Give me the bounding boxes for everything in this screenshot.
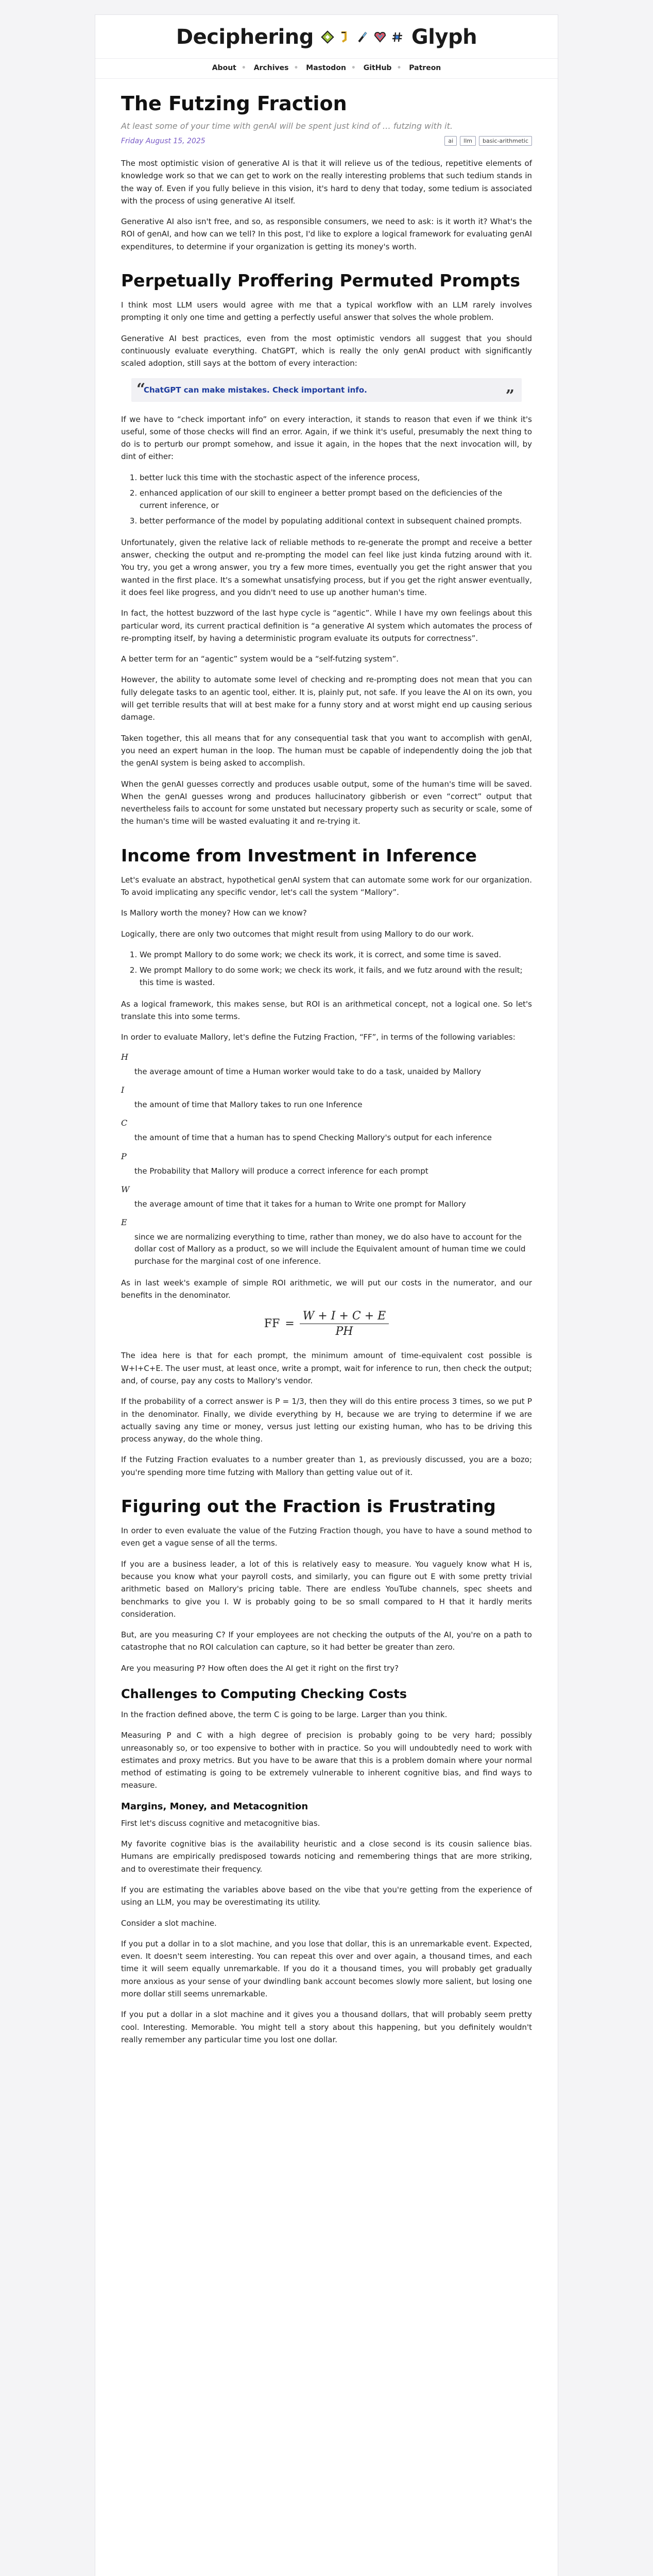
site-title[interactable] [176, 25, 477, 49]
hook-glyph-icon [338, 30, 352, 44]
nav-patreon[interactable]: Patreon [409, 64, 441, 72]
nav-separator: • [351, 64, 356, 72]
glyph-icons [321, 30, 404, 44]
body-paragraph: If the Futzing Fraction evaluates to a number greater than 1, as previously discussed, you are a bozo; you're spending more time futzing with Mallory than getting value out of it. [121, 1455, 532, 1477]
body-paragraph: First let's discuss cognitive and metacognitive bias. [121, 1818, 320, 1828]
post-meta [121, 136, 532, 146]
list-item: 1. better luck this time with the stochastic aspect of the inference process, [140, 471, 532, 484]
tag-ai[interactable]: ai [444, 136, 457, 146]
body-paragraph: When the genAI guesses correctly and produces usable output, some of the human's time will be saved. When the genAI guesses wrong and produces hallucinatory gibberish or even “correct” output that nevertheless fails to account for some unstated but necessary property such as security or scale, some of the human's time will be wasted evaluating it and re-trying it. [121, 779, 532, 826]
body-paragraph: Let's evaluate an abstract, hypothetical genAI system that can automate some work for our organization. To avoid implicating any specific vendor, let's call the system “Mallory”. [121, 875, 532, 897]
tag-basic-arithmetic[interactable]: basic-arithmetic [479, 136, 532, 146]
article [95, 79, 558, 2075]
variable-definitions [121, 1052, 532, 1267]
variable-symbol: E [121, 1217, 127, 1228]
site-header [95, 15, 558, 79]
nav-separator: • [397, 64, 402, 72]
formula-numerator: W + I + C + E [300, 1310, 389, 1324]
variable-symbol: I [121, 1085, 125, 1095]
body-paragraph: If we have to “check important info” on every interaction, it stands to reason that even if we think it's useful, some of those checks will find an error. Again, if we think it's useful, presumably the next thing to do is to perturb our prompt somehow, and issue it again, in the hopes that the next invocation will, by dint of either: [121, 414, 532, 462]
open-quote-icon: “ [136, 380, 146, 398]
heart-glyph-icon [373, 30, 387, 44]
quote-text: ChatGPT can make mistakes. Check important info. [144, 385, 367, 395]
variable-description: the Probability that Mallory will produce a correct inference for each prompt [134, 1166, 428, 1176]
futzing-fraction-formula [121, 1310, 532, 1338]
section-heading: Figuring out the Fraction is Frustrating [121, 1496, 496, 1517]
body-paragraph: The idea here is that for each prompt, the minimum amount of time-equivalent cost possible is W+I+C+E. The user must, at least once, write a prompt, wait for inference to run, then check the output; and, of course, pay any costs to Mallory's vendor. [121, 1351, 532, 1385]
variable-symbol: W [121, 1184, 130, 1194]
nav-separator: • [294, 64, 299, 72]
post-tags [444, 136, 532, 146]
post-title[interactable]: The Futzing Fraction [121, 92, 347, 115]
variable-description: the average amount of time that it takes for a human to Write one prompt for Mallory [134, 1199, 466, 1209]
body-paragraph: But, are you measuring C? If your employees are not checking the outputs of the AI, you're on a path to catastrophe that no ROI calculation can capture, so it had better be greater than zero. [121, 1630, 532, 1652]
intro-paragraph: Generative AI also isn't free, and so, as responsible consumers, we need to ask: is it worth it? What's the ROI of genAI, and how can we tell? In this post, I'd like to explore a logical framework for evaluating genAI expenditures, to determine if your organization is getting its money's worth. [121, 217, 532, 251]
body-paragraph: I think most LLM users would agree with me that a typical workflow with an LLM rarely involves prompting it only one time and getting a perfectly useful answer that solves the whole problem. [121, 300, 532, 323]
variable-symbol: P [121, 1151, 127, 1161]
body-paragraph: If you are estimating the variables above based on the vibe that you're getting from the experience of using an LLM, you may be overestimating its utility. [121, 1885, 532, 1907]
tag-llm[interactable]: llm [460, 136, 476, 146]
minor-heading: Margins, Money, and Metacognition [121, 1801, 308, 1812]
body-paragraph: As in last week's example of simple ROI arithmetic, we will put our costs in the numerator, and our benefits in the denominator. [121, 1278, 532, 1300]
body-paragraph: Logically, there are only two outcomes that might result from using Mallory to do our work. [121, 929, 474, 939]
post-subtitle: At least some of your time with genAI will be spent just kind of … futzing with it. [121, 121, 453, 131]
variable-symbol: C [121, 1118, 128, 1128]
body-paragraph: As a logical framework, this makes sense, but ROI is an arithmetical concept, not a logical one. So let's translate this into some terms. [121, 999, 532, 1022]
body-paragraph: If you are a business leader, a lot of this is relatively easy to measure. You vaguely know what H is, because you know what your payroll costs, and similarly, you can figure out E with some pretty trivial arithmetic based on Mallory's pricing table. There are endless YouTube channels, spec sheets and benchmarks to give you I. W is probably going to be so small compared to H that it hardly merits consideration. [121, 1559, 532, 1619]
equals-sign: = [285, 1317, 295, 1331]
body-paragraph: Measuring P and C with a high degree of precision is probably going to be very hard; possibly unreasonably so, or too expensive to bother with in practice. So you will undoubtedly need to work with estimates and proxy metrics. But you have to be aware that this is a problem domain where your normal method of estimating is going to be extremely vulnerable to inherent cognitive bias, and find ways to measure. [121, 1731, 532, 1790]
body-paragraph: Unfortunately, given the relative lack of reliable methods to re-generate the prompt and receive a better answer, checking the output and re-prompting the model can feel like just kinda futzing around with it. You try, you get a wrong answer, you try a few more times, eventually you get the right answer that you wanted in the first place. It's a somewhat unsatisfying process, but if you get the right answer eventually, it does feel like progress, and you didn't need to use up another human's time. [121, 537, 532, 597]
body-paragraph: My favorite cognitive bias is the availability heuristic and a close second is its cousin salience bias. Humans are empirically predisposed towards noticing and remembering things that are more striking, and to overestimate their frequency. [121, 1839, 532, 1874]
formula-lhs: FF [264, 1317, 280, 1331]
variable-symbol: H [121, 1052, 128, 1062]
section-heading: Perpetually Proffering Permuted Prompts [121, 270, 520, 291]
body-paragraph: Consider a slot machine. [121, 1918, 217, 1928]
list-item: 3. better performance of the model by populating additional context in subsequent chained prompts. [140, 515, 532, 527]
body-paragraph: If you put a dollar in to a slot machine, and you lose that dollar, this is an unremarkable event. Expected, even. It doesn't seem interesting. You can repeat this over and over again, a thousand times, and each time it will seem equally unremarkable. If you do it a thousand times, you will probably get gradually more anxious as your sense of your dwindling bank account becomes slowly more salient, but losing one more dollar still seems unremarkable. [121, 1939, 532, 1999]
nav-separator: • [241, 64, 246, 72]
intro-paragraph: The most optimistic vision of generative AI is that it will relieve us of the tedious, repetitive elements of knowledge work so that we can get to work on the really interesting problems that such tedium stands in the way of. Even if you fully believe in this vision, it's hard to deny that today, some tedium is associated with the process of using generative AI itself. [121, 159, 532, 206]
nav-about[interactable]: About [212, 64, 236, 72]
page-container [95, 14, 558, 2576]
site-nav [95, 58, 558, 79]
list-item: 1. We prompt Mallory to do some work; we check its work, it is correct, and some time is saved. [140, 948, 532, 961]
variable-description: the average amount of time a Human worker would take to do a task, unaided by Mallory [134, 1066, 482, 1076]
body-paragraph: If the probability of a correct answer is P = 1/3, then they will do this entire process 3 times, so we put P in the denominator. Finally, we divide everything by H, because we are trying to determine if we are actually saving any time or money, versus just letting our existing human, who has to be driving this process anyway, do the whole thing. [121, 1397, 532, 1444]
post-date: Friday August 15, 2025 [121, 137, 205, 145]
body-paragraph: Are you measuring P? How often does the AI get it right on the first try? [121, 1663, 399, 1673]
formula-denominator: PH [335, 1325, 353, 1338]
ordered-list [121, 948, 532, 989]
nav-mastodon[interactable]: Mastodon [306, 64, 346, 72]
body-paragraph: However, the ability to automate some level of checking and re-prompting does not mean that you can fully delegate tasks to an agentic tool, either. It is, plainly put, not safe. If you leave the AI on its own, you will get terrible results that will at best make for a funny story and at worst might end up causing serious damage. [121, 675, 532, 722]
section-heading: Income from Investment in Inference [121, 845, 477, 866]
body-paragraph: Is Mallory worth the money? How can we know? [121, 908, 307, 918]
body-paragraph: In order to evaluate Mallory, let's define the Futzing Fraction, “FF”, in terms of the following variables: [121, 1032, 515, 1042]
body-paragraph: Generative AI best practices, even from the most optimistic vendors all suggest that you should continuously evaluate everything. ChatGPT, which is really the only genAI product with significantly scaled adoption, still says at the bottom of every interaction: [121, 333, 532, 368]
body-paragraph: A better term for an “agentic” system would be a “self-futzing system”. [121, 654, 399, 664]
variable-description: the amount of time that a human has to spend Checking Mallory's output for each inference [134, 1133, 492, 1143]
site-title-right: Glyph [411, 25, 477, 49]
nav-github[interactable]: GitHub [363, 64, 392, 72]
pull-quote [131, 378, 522, 405]
nav-archives[interactable]: Archives [253, 64, 289, 72]
formula-fraction [300, 1310, 389, 1338]
body-paragraph: In order to even evaluate the value of the Futzing Fraction though, you have to have a sound method to even get a vague sense of all the terms. [121, 1526, 532, 1548]
slash-glyph-icon [356, 30, 369, 44]
body-paragraph: In the fraction defined above, the term C is going to be large. Larger than you think. [121, 1710, 448, 1719]
list-item: 2. enhanced application of our skill to engineer a better prompt based on the deficiencies of the current inference, or [140, 487, 532, 512]
body-paragraph: If you put a dollar in a slot machine and it gives you a thousand dollars, that will probably seem pretty cool. Interesting. Memorable. You might tell a story about this happening, but you definitely wouldn't really remember any particular time you lost one dollar. [121, 2010, 532, 2044]
variable-description: since we are normalizing everything to time, rather than money, we do also have to account for the dollar cost of Mallory as a product, so we will include the Equivalent amount of human time we could purchase for the marginal cost of one inference. [134, 1232, 526, 1266]
ordered-list [121, 471, 532, 527]
site-title-left: Deciphering [176, 25, 314, 49]
body-paragraph: In fact, the hottest buzzword of the last hype cycle is “agentic”. While I have my own feelings about this particular word, its current practical definition is “a generative AI system which automates the process of re-prompting itself, by having a deterministic program evaluate its outputs for correctness”. [121, 608, 532, 643]
hash-glyph-icon [391, 30, 404, 44]
variable-description: the amount of time that Mallory takes to run one Inference [134, 1100, 363, 1110]
close-quote-icon: ” [505, 386, 514, 405]
diamond-glyph-icon [321, 30, 334, 44]
body-paragraph: Taken together, this all means that for any consequential task that you want to accomplish with genAI, you need an expert human in the loop. The human must be capable of independently doing the job that the genAI system is being asked to accomplish. [121, 733, 532, 768]
subsection-heading: Challenges to Computing Checking Costs [121, 1687, 407, 1701]
list-item: 2. We prompt Mallory to do some work; we check its work, it fails, and we futz around with the result; this time is wasted. [140, 964, 532, 989]
